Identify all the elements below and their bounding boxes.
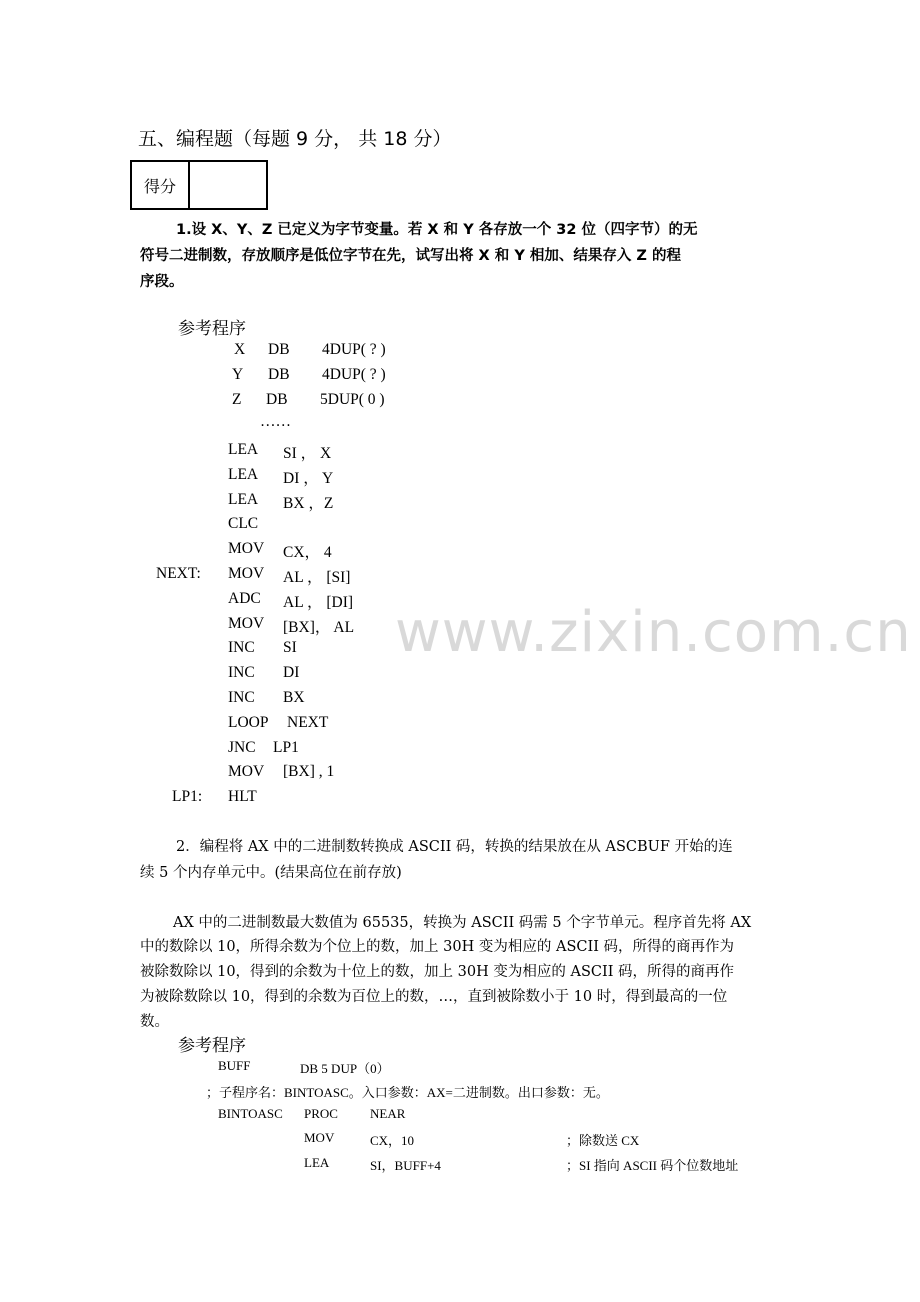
buff-def: DB 5 DUP（0） [300, 1061, 390, 1076]
explanation-line-2: 中的数除以 10，所得余数为个位上的数，加上 30H 变为相应的 ASCII 码，所得的商再作为 [140, 939, 735, 955]
code-operand: SI [283, 639, 297, 656]
explanation-line-3: 被除数除以 10，得到的余数为十位上的数，加上 30H 变为相应的 ASCII 码，所得的商再作 [140, 964, 735, 980]
code2-arg: CX，10 [370, 1133, 415, 1148]
proc-name: BINTOASC [218, 1106, 283, 1121]
data-def-arg-z: 5DUP( 0 ) [320, 391, 385, 408]
code-operand: CX， 4 [283, 544, 332, 561]
explanation-line-5: 数。 [140, 1014, 169, 1030]
code-opcode: LEA [228, 491, 259, 508]
ref-program-label-2: 参考程序 [178, 1036, 246, 1056]
ellipsis: …… [260, 413, 291, 430]
score-label: 得分 [132, 162, 190, 208]
explanation-line-1: AX 中的二进制数最大数值为 65535，转换为 ASCII 码需 5 个字节单元。程序首先将 AX [173, 915, 752, 931]
code-operand: AL ， [SI] [283, 569, 351, 586]
ref-program-label-1: 参考程序 [178, 319, 246, 339]
proc-keyword: PROC [304, 1106, 338, 1121]
code-operand: AL ， [DI] [283, 594, 354, 611]
code-opcode: LEA [228, 441, 259, 458]
explanation-line-4: 为被除数除以 10，得到的余数为百位上的数，…，直到被除数小于 10 时，得到最高的一位 [140, 989, 728, 1005]
data-def-op-y: DB [268, 366, 290, 383]
data-def-arg-x: 4DUP( ? ) [322, 341, 386, 358]
data-def-arg-y: 4DUP( ? ) [322, 366, 386, 383]
code-opcode: LOOP [228, 714, 269, 731]
q1-line-1: 1.设 X、Y、Z 已定义为字节变量。若 X 和 Y 各存放一个 32 位（四字节）的无 [176, 222, 698, 238]
code-operand: [BX] , 1 [283, 763, 335, 780]
code-opcode: MOV [228, 540, 265, 557]
code-opcode: HLT [228, 788, 257, 805]
data-def-name-z: Z [232, 391, 242, 408]
buff-name: BUFF [218, 1058, 251, 1073]
code-operand: SI ， X [283, 445, 332, 462]
subroutine-comment: ；子程序名：BINTOASC。入口参数：AX=二进制数。出口参数：无。 [206, 1085, 609, 1100]
code-operand: DI ， Y [283, 470, 334, 487]
code-operand: BX [283, 689, 305, 706]
data-def-name-x: X [234, 341, 246, 358]
code-operand: NEXT [287, 714, 329, 731]
code-opcode: JNC [228, 739, 256, 756]
proc-type: NEAR [370, 1106, 406, 1121]
code-operand: DI [283, 664, 300, 681]
code2-op: MOV [304, 1130, 335, 1145]
code-opcode: MOV [228, 615, 265, 632]
code2-op: LEA [304, 1155, 330, 1170]
q2-line-2: 续 5 个内存单元中。(结果高位在前存放) [140, 865, 402, 881]
code-opcode: INC [228, 689, 255, 706]
code-opcode: LEA [228, 466, 259, 483]
code2-note: ；除数送 CX [566, 1133, 640, 1148]
code-operand: BX ，Z [283, 495, 334, 512]
data-def-name-y: Y [232, 366, 244, 383]
code2-note: ；SI 指向 ASCII 码个位数地址 [566, 1158, 739, 1173]
data-def-op-z: DB [266, 391, 288, 408]
q2-line-1: 2．编程将 AX 中的二进制数转换成 ASCII 码，转换的结果放在从 ASCBUF 开始的连 [176, 839, 733, 855]
code-opcode: MOV [228, 565, 265, 582]
data-def-op-x: DB [268, 341, 290, 358]
section-title: 五、编程题（每题 9 分， 共 18 分） [138, 128, 452, 150]
watermark: www.zixin.com.cn [395, 600, 912, 665]
code-label: LP1: [172, 788, 203, 805]
code-label: NEXT: [156, 565, 201, 582]
code-operand: [BX]， AL [283, 619, 355, 636]
code-operand: LP1 [273, 739, 299, 756]
code-opcode: CLC [228, 515, 259, 532]
q1-line-3: 序段。 [140, 274, 184, 290]
score-box [130, 160, 268, 210]
q1-line-2: 符号二进制数，存放顺序是低位字节在先，试写出将 X 和 Y 相加、结果存入 Z 的程 [140, 248, 681, 264]
code-opcode: MOV [228, 763, 265, 780]
code-opcode: INC [228, 639, 255, 656]
code-opcode: ADC [228, 590, 261, 607]
code-opcode: INC [228, 664, 255, 681]
code2-arg: SI，BUFF+4 [370, 1158, 441, 1173]
